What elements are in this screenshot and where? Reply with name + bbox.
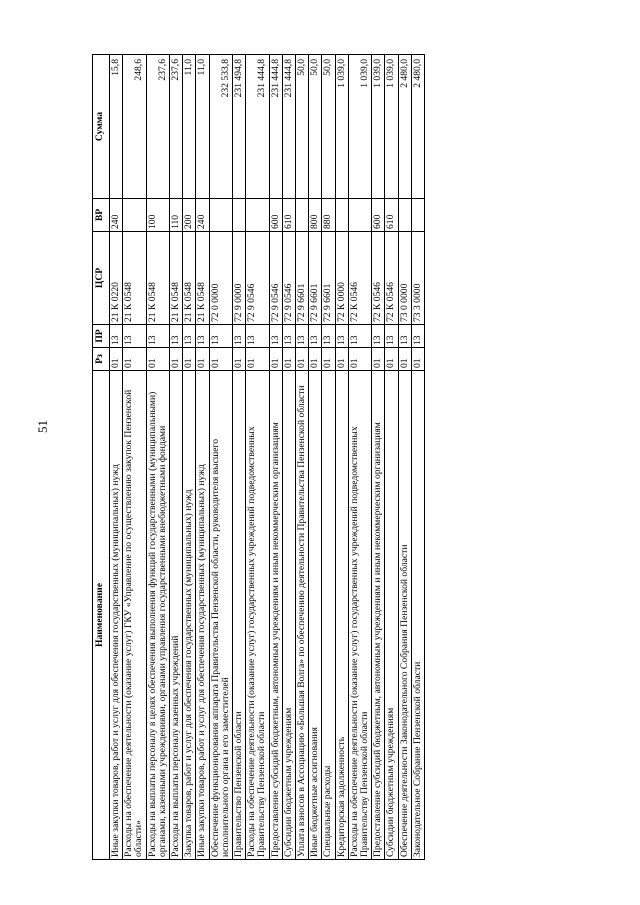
cell-csr: 72 К 0000 [335,232,348,325]
cell-rz: 01 [233,348,246,371]
cell-pr: 13 [411,325,424,348]
cell-vr: 800 [309,199,322,232]
cell-csr: 72 0 0000 [209,232,232,325]
table-row [196,55,209,860]
cell-rz: 01 [335,348,348,371]
cell-name: Обеспечение функционирования аппарата Правительства Пензенской области, руководителя высшего исполнительного органа и его заместителей [209,371,232,860]
cell-name: Расходы на обеспечение деятельности (оказание услуг) ГКУ «Управление по осуществлению закупок Пензенской области» [123,371,146,860]
cell-csr: 72 К 0546 [385,232,398,325]
cell-vr: 600 [269,199,282,232]
cell-sum: 231 444,8 [282,55,295,199]
cell-sum: 231 444,8 [246,55,269,199]
header-pr: ПР [93,325,110,348]
cell-name: Предоставление субсидий бюджетным, автономным учреждениям и иным некоммерческим организациям [269,371,282,860]
table-row [209,55,232,860]
cell-sum: 231 494,8 [233,55,246,199]
cell-csr: 72 9 6601 [296,232,309,325]
cell-name: Предоставление субсидий бюджетным, автономным учреждениям и иным некоммерческим организациям [372,371,385,860]
cell-sum: 231 444,8 [269,55,282,199]
rotated-table-container [92,55,576,860]
cell-vr [348,199,371,232]
cell-vr [123,199,146,232]
cell-pr: 13 [282,325,295,348]
cell-vr: 110 [170,199,183,232]
table-body [110,55,425,860]
cell-pr: 13 [385,325,398,348]
cell-vr [335,199,348,232]
cell-rz: 01 [170,348,183,371]
table-row [296,55,309,860]
table-row [348,55,371,860]
cell-csr: 72 К 0546 [348,232,371,325]
table-row [398,55,411,860]
cell-vr: 100 [146,199,169,232]
cell-vr [398,199,411,232]
cell-vr [411,199,424,232]
cell-sum: 232 533,8 [209,55,232,199]
cell-pr: 13 [196,325,209,348]
cell-csr: 21 К 0548 [196,232,209,325]
cell-csr: 72 9 6601 [322,232,335,325]
cell-csr: 21 К 0548 [146,232,169,325]
cell-csr: 72 9 0546 [282,232,295,325]
cell-vr [209,199,232,232]
cell-csr: 21 К 0220 [110,232,123,325]
cell-pr: 13 [335,325,348,348]
header-csr: ЦСР [93,232,110,325]
cell-name: Обеспечение деятельности Законодательного Собрания Пензенской области [398,371,411,860]
header-sum: Сумма [93,55,110,199]
cell-rz: 01 [322,348,335,371]
cell-csr: 72 К 0546 [372,232,385,325]
cell-csr: 21 К 0548 [183,232,196,325]
cell-name: Расходы на обеспечение деятельности (оказание услуг) государственных учреждений подведомственных Правительству Пензенской области [348,371,371,860]
cell-csr: 72 9 0546 [246,232,269,325]
cell-vr: 240 [110,199,123,232]
cell-sum: 11,0 [183,55,196,199]
cell-rz: 01 [146,348,169,371]
cell-pr: 13 [348,325,371,348]
budget-table [92,54,425,860]
cell-rz: 01 [123,348,146,371]
table-row [233,55,246,860]
cell-sum: 50,0 [296,55,309,199]
cell-pr: 13 [296,325,309,348]
cell-pr: 13 [110,325,123,348]
table-row [146,55,169,860]
table-row [110,55,123,860]
cell-name: Субсидии бюджетным учреждениям [385,371,398,860]
table-row [309,55,322,860]
cell-pr: 13 [170,325,183,348]
cell-csr: 73 0 0000 [398,232,411,325]
cell-name: Кредиторская задолженность [335,371,348,860]
cell-sum: 11,0 [196,55,209,199]
cell-name: Расходы на выплаты персоналу казенных учреждений [170,371,183,860]
cell-rz: 01 [209,348,232,371]
cell-pr: 13 [372,325,385,348]
cell-pr: 13 [146,325,169,348]
header-rz: Рз [93,348,110,371]
cell-vr: 600 [372,199,385,232]
cell-rz: 01 [183,348,196,371]
cell-rz: 01 [196,348,209,371]
cell-name: Закупка товаров, работ и услуг для обеспечения государственных (муниципальных) нужд [183,371,196,860]
table-header [93,55,110,860]
header-name: Наименование [93,371,110,860]
table-row [282,55,295,860]
cell-name: Законодательное Собрание Пензенской области [411,371,424,860]
table-row [385,55,398,860]
table-row [372,55,385,860]
cell-csr: 21 К 0548 [123,232,146,325]
cell-rz: 01 [269,348,282,371]
cell-pr: 13 [246,325,269,348]
cell-sum: 50,0 [309,55,322,199]
table-row [322,55,335,860]
table-row [269,55,282,860]
cell-csr: 73 3 0000 [411,232,424,325]
cell-name: Иные бюджетные ассигнования [309,371,322,860]
cell-rz: 01 [110,348,123,371]
cell-name: Специальные расходы [322,371,335,860]
cell-name: Расходы на выплаты персоналу в целях обеспечения выполнения функций государственными (муниципальными) органами, казенными учреждениями, органами управления государственными внебюджетными фондами [146,371,169,860]
cell-pr: 13 [322,325,335,348]
header-row [93,55,110,860]
cell-name: Иные закупки товаров, работ и услуг для обеспечения государственных (муниципальных) нужд [196,371,209,860]
cell-sum: 2 480,0 [411,55,424,199]
cell-name: Расходы на обеспечение деятельности (оказание услуг) государственных учреждений подведомственных Правительству Пензенской области [246,371,269,860]
cell-csr: 21 К 0548 [170,232,183,325]
cell-rz: 01 [296,348,309,371]
cell-rz: 01 [282,348,295,371]
cell-sum: 2 480,0 [398,55,411,199]
cell-sum: 1 039,0 [372,55,385,199]
cell-sum: 248,6 [123,55,146,199]
page-number: 51 [35,420,50,433]
cell-rz: 01 [309,348,322,371]
cell-pr: 13 [209,325,232,348]
cell-sum: 1 039,0 [348,55,371,199]
cell-name: Правительство Пензенской области [233,371,246,860]
cell-csr: 72 9 0546 [269,232,282,325]
cell-pr: 13 [183,325,196,348]
cell-csr: 72 9 6601 [309,232,322,325]
cell-rz: 01 [246,348,269,371]
table-row [246,55,269,860]
cell-sum: 1 039,0 [335,55,348,199]
cell-vr: 610 [385,199,398,232]
cell-sum: 1 039,0 [385,55,398,199]
cell-name: Субсидии бюджетным учреждениям [282,371,295,860]
cell-name: Уплата взносов в Ассоциацию «Большая Волга» по обеспечению деятельности Правительства Пензенской области [296,371,309,860]
table-row [411,55,424,860]
cell-name: Иные закупки товаров, работ и услуг для обеспечения государственных (муниципальных) нужд [110,371,123,860]
cell-rz: 01 [411,348,424,371]
header-vr: ВР [93,199,110,232]
cell-csr: 72 9 0000 [233,232,246,325]
cell-vr: 880 [322,199,335,232]
cell-vr: 610 [282,199,295,232]
cell-vr: 200 [183,199,196,232]
cell-pr: 13 [233,325,246,348]
cell-rz: 01 [348,348,371,371]
table-row [170,55,183,860]
table-row [183,55,196,860]
cell-rz: 01 [372,348,385,371]
cell-vr: 240 [196,199,209,232]
cell-pr: 13 [309,325,322,348]
cell-pr: 13 [398,325,411,348]
cell-vr [246,199,269,232]
cell-vr [296,199,309,232]
cell-vr [233,199,246,232]
table-row [335,55,348,860]
cell-rz: 01 [385,348,398,371]
cell-rz: 01 [398,348,411,371]
cell-pr: 13 [123,325,146,348]
table-row [123,55,146,860]
cell-pr: 13 [269,325,282,348]
cell-sum: 50,0 [322,55,335,199]
cell-sum: 237,6 [146,55,169,199]
cell-sum: 15,8 [110,55,123,199]
cell-sum: 237,6 [170,55,183,199]
